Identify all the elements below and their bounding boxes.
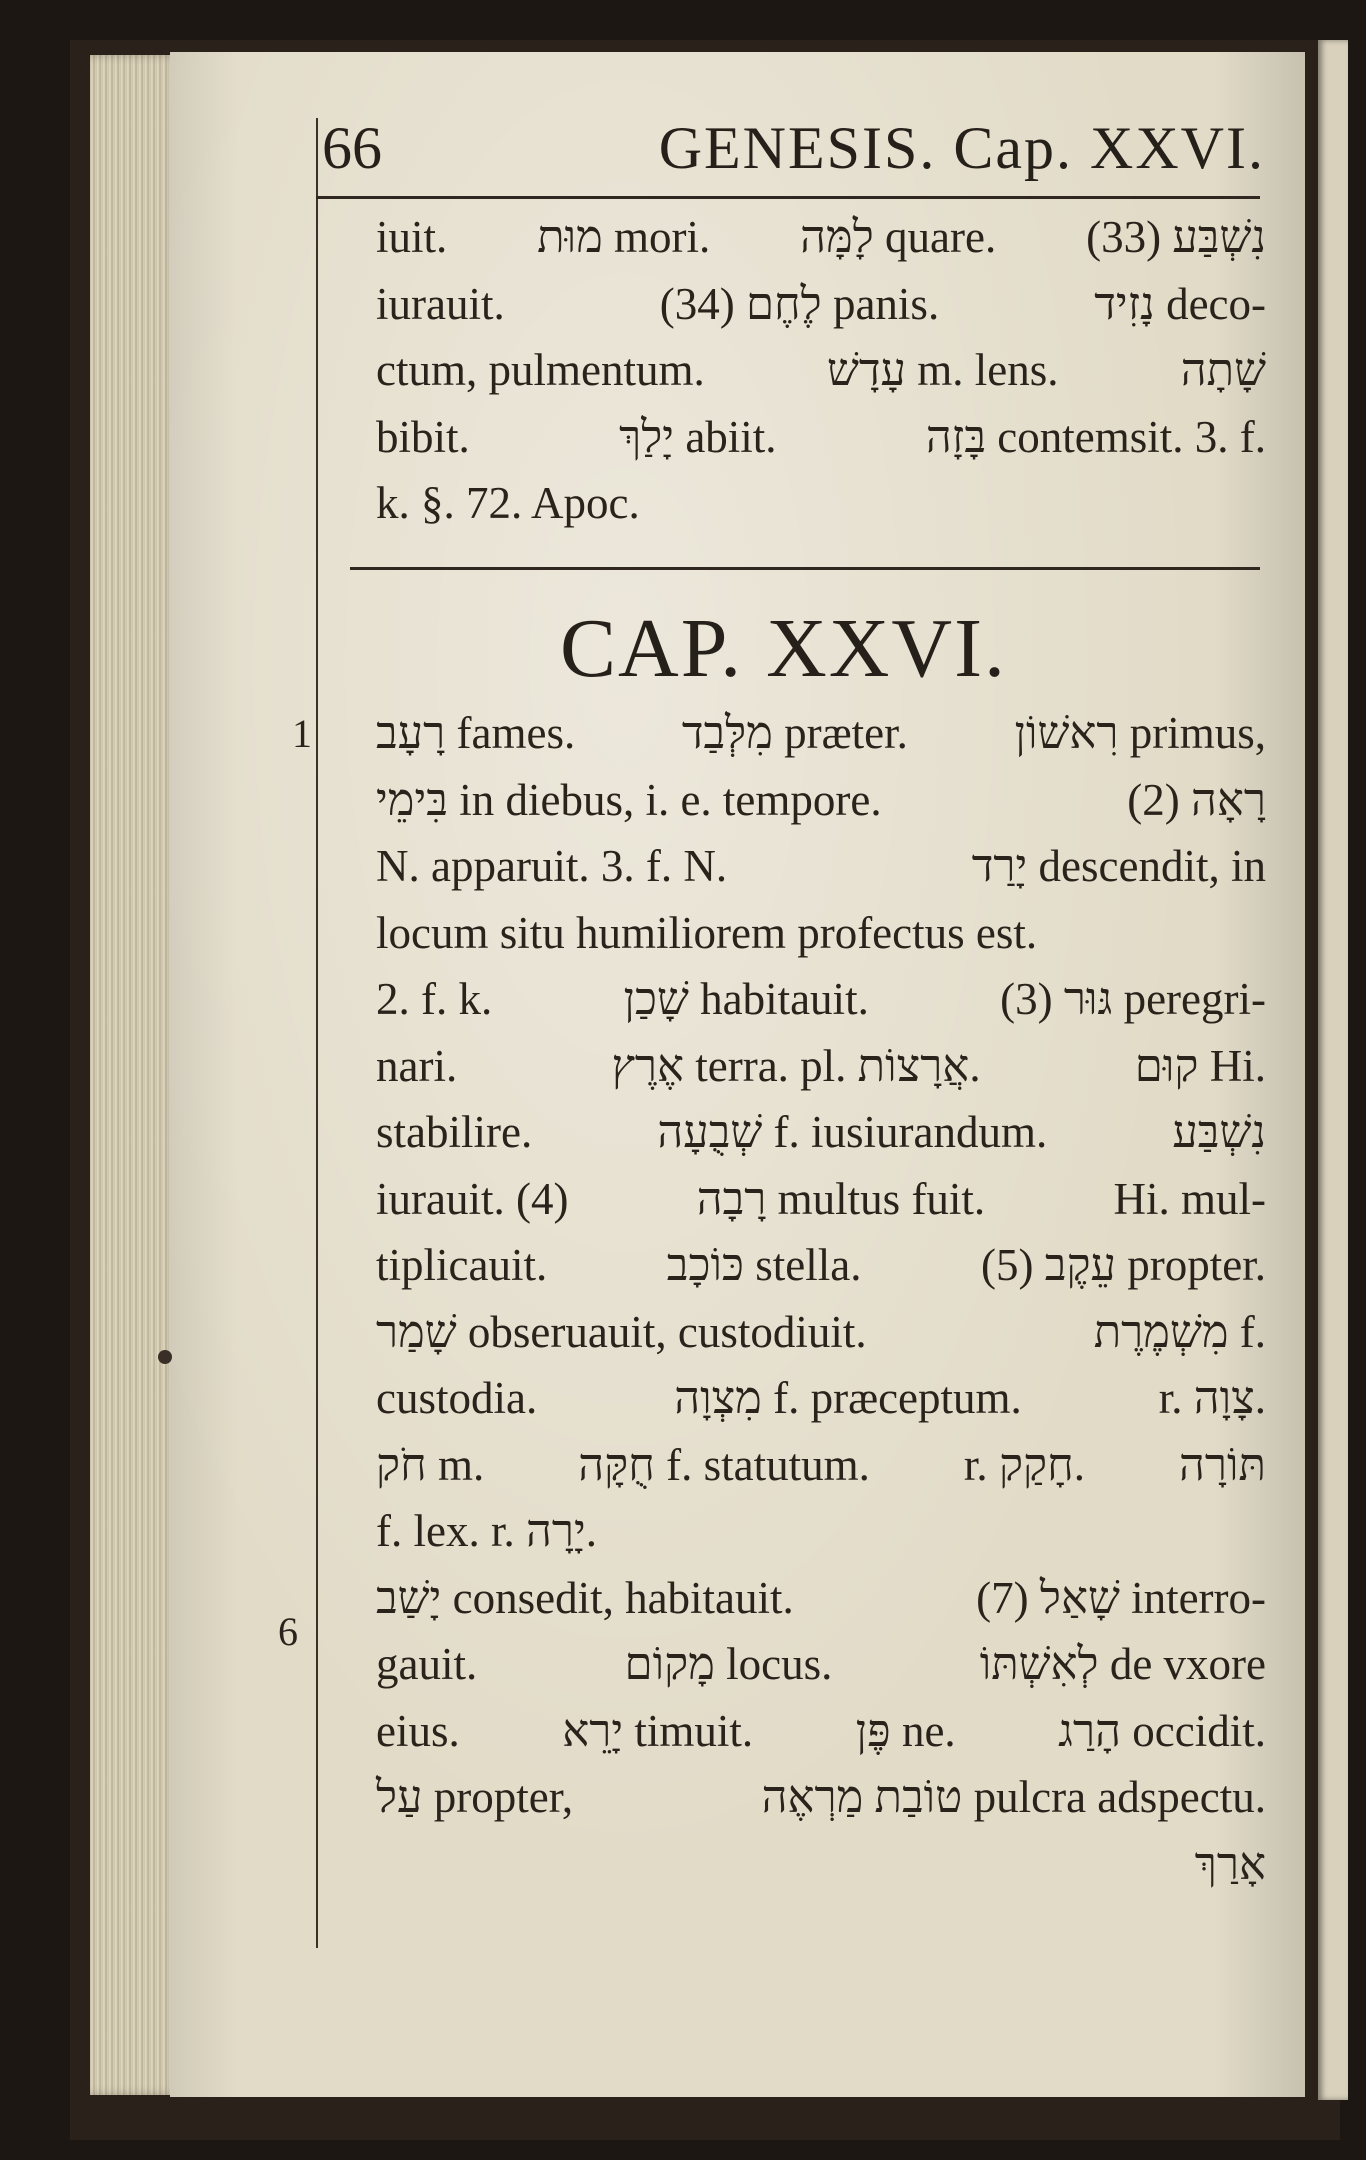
glossary-entry: יָרַד descendit, in	[971, 841, 1266, 891]
glossary-line	[376, 1099, 1266, 1166]
glossary-line	[376, 966, 1266, 1033]
glossary-line	[376, 1299, 1266, 1366]
running-head: GENESIS. Cap. XXVI.	[658, 115, 1265, 181]
glossary-line	[376, 1831, 1266, 1898]
glossary-entry: locum situ humiliorem profectus est.	[376, 907, 1038, 958]
glossary-entry: שְׁבֻעָה f. iusiurandum.	[657, 1107, 1048, 1157]
glossary-entry: אֶרֶץ terra. pl. אֲרָצוֹת.	[611, 1040, 981, 1091]
glossary-entry: יָרֵא timuit.	[562, 1705, 754, 1756]
glossary-line	[376, 700, 1266, 767]
page-header	[320, 110, 1265, 190]
glossary-line	[376, 1764, 1266, 1831]
facing-page-edge	[1318, 40, 1348, 2100]
glossary-entry: קוּם Hi.	[1134, 1040, 1266, 1091]
glossary-entry: ctum, pulmentum.	[376, 345, 705, 395]
glossary-entry: iuit.	[376, 212, 448, 262]
glossary-entry: f. lex. r. יָרָה.	[376, 1506, 598, 1556]
glossary-entry: עָדָשׁ m. lens.	[827, 345, 1059, 395]
glossary-entry: שָׁתָה	[1180, 345, 1266, 395]
glossary-entry: Hi. mul-	[1113, 1173, 1266, 1224]
glossary-entry: tiplicauit.	[376, 1240, 548, 1290]
glossary-entry: טוֹבַת מַרְאֶה pulcra adspectu.	[761, 1772, 1266, 1822]
glossary-entry: שָׁמַר obseruauit, custodiuit.	[376, 1306, 867, 1357]
glossary-entry: (2) רָאָה	[1127, 774, 1266, 825]
glossary-entry: (34) לֶחֶם panis.	[659, 278, 940, 329]
ink-spot	[158, 1350, 172, 1364]
glossary-entry: eius.	[376, 1705, 460, 1756]
glossary-entry: nari.	[376, 1040, 458, 1091]
glossary-entry: חֻקָּה f. statutum.	[578, 1439, 870, 1490]
glossary-entry: יָלַךְ abiit.	[619, 411, 777, 462]
glossary-line	[376, 337, 1266, 404]
glossary-entry: N. apparuit. 3. f. N.	[376, 841, 728, 891]
glossary-entry: 2. f. k.	[376, 974, 493, 1024]
glossary-entry: (5) עֵקֶב propter.	[981, 1240, 1266, 1290]
glossary-entry: stabilire.	[376, 1107, 533, 1157]
glossary-line	[376, 1232, 1266, 1299]
glossary-line	[376, 900, 1266, 967]
glossary-main-block	[376, 700, 1266, 1897]
glossary-entry: (7) שָׁאַל interro-	[976, 1572, 1266, 1623]
glossary-entry: עַל propter,	[376, 1772, 574, 1822]
glossary-line	[376, 1565, 1266, 1632]
glossary-entry: k. §. 72. Apoc.	[376, 478, 640, 528]
glossary-entry: רָעָב fames.	[376, 708, 576, 758]
glossary-entry: נָזִיד deco-	[1094, 278, 1266, 329]
glossary-line	[376, 1365, 1266, 1432]
glossary-line	[376, 204, 1266, 271]
header-rule	[316, 196, 1260, 199]
glossary-entry: gauit.	[376, 1639, 478, 1689]
glossary-entry: בִּימֵי in diebus, i. e. tempore.	[376, 774, 882, 825]
glossary-entry: custodia.	[376, 1373, 538, 1423]
glossary-entry: r. צָוָה.	[1158, 1373, 1266, 1423]
page-edge-stack	[90, 55, 180, 2095]
glossary-entry: רָבָה multus fuit.	[696, 1173, 986, 1224]
glossary-entry: כּוֹכָב stella.	[666, 1240, 862, 1290]
glossary-entry: פֶּן ne.	[855, 1705, 956, 1756]
verse-number: 1	[292, 711, 312, 756]
glossary-entry: אָרַךְ	[1194, 1838, 1266, 1889]
chapter-heading: CAP. XXVI.	[560, 602, 1008, 695]
glossary-line	[376, 833, 1266, 900]
glossary-entry: מִצְוָה f. præceptum.	[674, 1373, 1022, 1423]
glossary-entry: רִאשׁוֹן primus,	[1014, 708, 1266, 758]
glossary-line	[376, 1698, 1266, 1765]
glossary-entry: מִלְּבַד præter.	[681, 708, 908, 758]
glossary-top-block	[376, 204, 1266, 537]
glossary-entry: (33) נִשְׁבַּע	[1086, 212, 1266, 262]
glossary-line	[376, 767, 1266, 834]
glossary-line	[376, 1033, 1266, 1100]
glossary-entry: נִשְׁבַּע	[1172, 1107, 1266, 1157]
glossary-entry: לָמָּה quare.	[800, 212, 997, 262]
glossary-line	[376, 1498, 1266, 1565]
verse-number: 6	[278, 1609, 298, 1654]
glossary-entry: שָׁכַן habitauit.	[623, 974, 869, 1024]
glossary-entry: תּוֹרָה	[1179, 1439, 1266, 1490]
glossary-entry: bibit.	[376, 411, 470, 462]
glossary-line	[376, 1631, 1266, 1698]
section-rule	[350, 567, 1260, 570]
glossary-entry: לְאִשְׁתּוֹ de vxore	[979, 1639, 1266, 1689]
glossary-entry: מִשְׁמֶרֶת f.	[1093, 1306, 1266, 1357]
glossary-entry: (3) גּוּר peregri-	[1000, 974, 1266, 1024]
glossary-entry: מוּת mori.	[537, 212, 711, 262]
glossary-entry: יָשַׁב consedit, habitauit.	[376, 1572, 794, 1623]
glossary-entry: מָקוֹם locus.	[624, 1639, 833, 1689]
glossary-entry: בָּזָה contemsit. 3. f.	[925, 411, 1266, 462]
glossary-line	[376, 470, 1266, 537]
glossary-line	[376, 404, 1266, 471]
glossary-line	[376, 271, 1266, 338]
glossary-entry: r. חָקַק.	[963, 1439, 1085, 1490]
glossary-entry: הָרַג occidit.	[1058, 1705, 1266, 1756]
glossary-entry: חֹק m.	[376, 1439, 485, 1490]
glossary-line	[376, 1432, 1266, 1499]
page-number: 66	[322, 115, 382, 181]
glossary-entry: iurauit.	[376, 278, 505, 329]
glossary-line	[376, 1166, 1266, 1233]
margin-rule	[316, 118, 318, 1948]
glossary-entry: iurauit. (4)	[376, 1173, 569, 1224]
